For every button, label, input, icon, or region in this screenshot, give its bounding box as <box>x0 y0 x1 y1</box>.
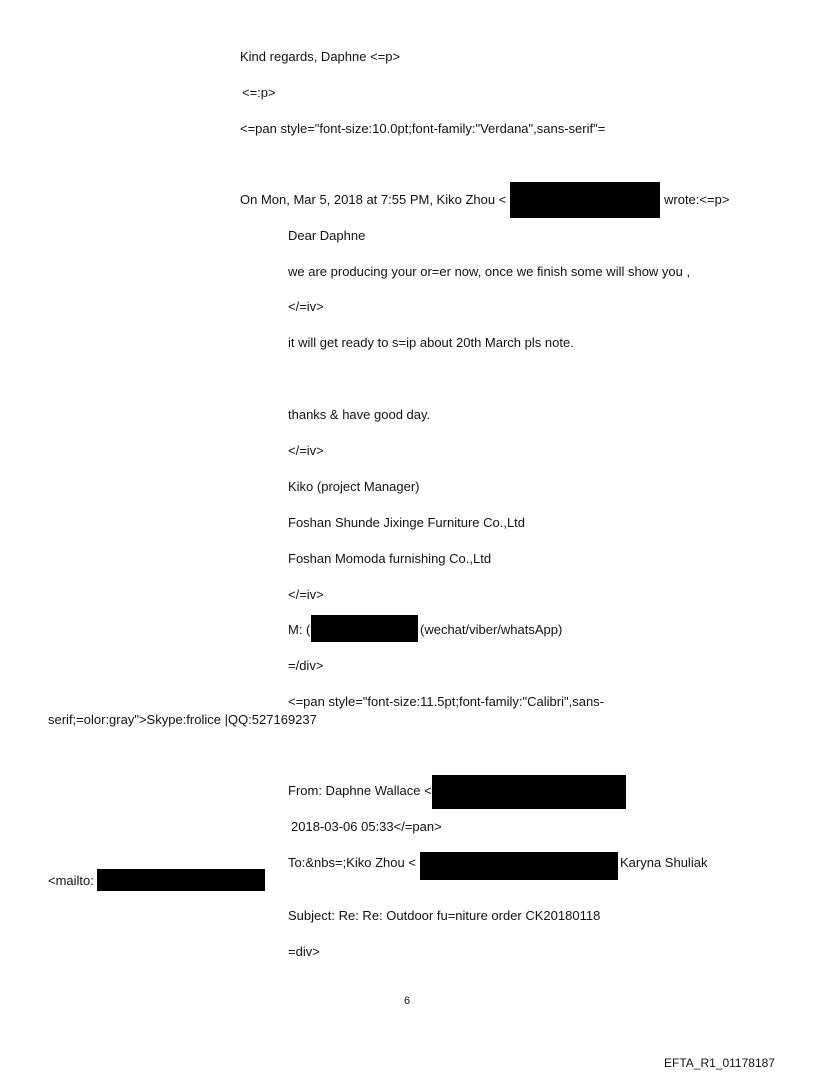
body-line-thanks: thanks & have good day. <box>288 407 431 422</box>
redaction-box <box>311 615 418 642</box>
signature-name: Kiko (project Manager) <box>288 479 420 494</box>
body-line-ship: it will get ready to s=ip about 20th March pls note. <box>288 335 574 350</box>
sent-date: 2018-03-06 05:33</=pan> <box>291 819 442 834</box>
body-line-producing: we are producing your or=er now, once we finish some will show you , <box>288 264 691 279</box>
div-open-tag: =div> <box>288 944 320 959</box>
to-line-suffix: Karyna Shuliak <box>620 855 708 870</box>
paragraph-close-tag: <=:p> <box>242 85 276 100</box>
from-line-prefix: From: Daphne Wallace < <box>288 783 432 798</box>
span-style-verdana: <=pan style="font-size:10.0pt;font-family:"Verdana",sans-serif"= <box>240 121 606 136</box>
redaction-box <box>97 869 265 891</box>
skype-qq-line: serif;=olor:gray">Skype:frolice |QQ:527169237 <box>48 712 317 727</box>
redaction-box <box>420 852 618 880</box>
redaction-box <box>510 182 660 218</box>
page-number: 6 <box>404 995 411 1007</box>
signature-company-2: Foshan Momoda furnishing Co.,Ltd <box>288 551 492 566</box>
mobile-suffix: (wechat/viber/whatsApp) <box>420 622 563 637</box>
closing-line: Kind regards, Daphne <=p> <box>240 49 401 64</box>
to-line-prefix: To:&nbs=;Kiko Zhou < <box>288 855 416 870</box>
signature-company-1: Foshan Shunde Jixinge Furniture Co.,Ltd <box>288 515 526 530</box>
div-close-tag: </=iv> <box>288 587 324 602</box>
mailto-prefix: <mailto: <box>48 873 94 888</box>
mobile-prefix: M: ( <box>288 622 311 637</box>
div-close-tag: </=iv> <box>288 443 324 458</box>
div-close-tag: </=iv> <box>288 299 324 314</box>
subject-line: Subject: Re: Re: Outdoor fu=niture order CK20180118 <box>288 908 601 923</box>
bates-stamp: EFTA_R1_01178187 <box>664 1056 775 1070</box>
reply-header-suffix: wrote:<=p> <box>664 192 730 207</box>
span-style-calibri: <=pan style="font-size:11.5pt;font-family:"Calibri",sans- <box>288 694 604 709</box>
greeting: Dear Daphne <box>288 228 366 243</box>
div-end-tag: =/div> <box>288 658 324 673</box>
reply-header-prefix: On Mon, Mar 5, 2018 at 7:55 PM, Kiko Zhou < <box>240 192 507 207</box>
redaction-box <box>432 775 626 809</box>
